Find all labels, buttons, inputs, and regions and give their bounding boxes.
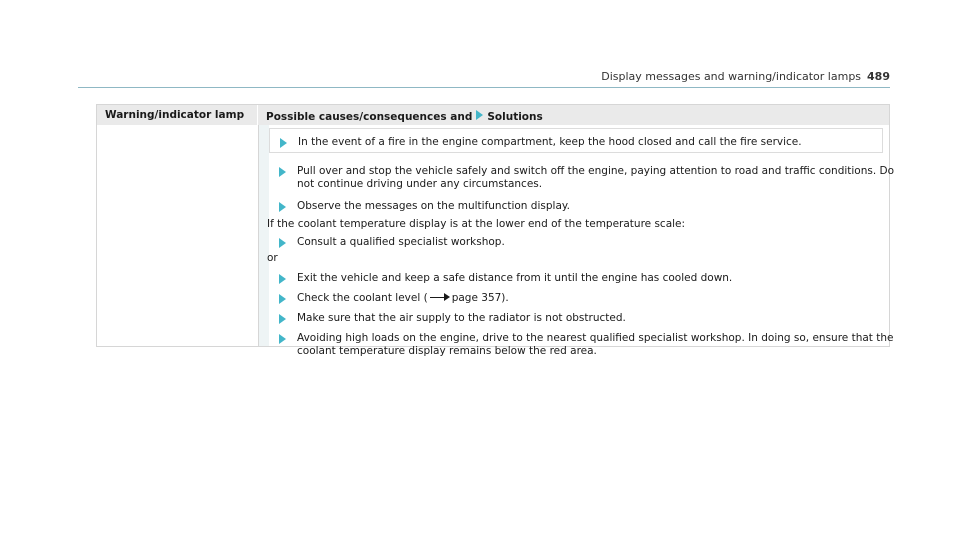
accent-bar (259, 125, 269, 346)
step-arrow-icon (279, 274, 286, 284)
step-text: not continue driving under any circumstances. (297, 178, 543, 190)
page-number: 489 (867, 70, 890, 83)
warning-lamp-table (96, 104, 895, 357)
column-header-solutions-label: Solutions (487, 111, 543, 123)
condition-text: If the coolant temperature display is at the lower end of the temperature scale: (267, 218, 686, 230)
page-header (601, 70, 890, 83)
column-header-causes (258, 105, 889, 125)
step-text: Exit the vehicle and keep a safe distance from it until the engine has cooled down. (297, 272, 733, 284)
column-header-causes-label: Possible causes/consequences and (266, 111, 473, 123)
step-arrow-icon (279, 334, 286, 344)
step-arrow-icon (279, 202, 286, 212)
step-text: Observe the messages on the multifunction display. (297, 200, 570, 212)
page-reference-arrow-icon (430, 293, 450, 302)
warning-box (269, 128, 883, 153)
step-text: Pull over and stop the vehicle safely and switch off the engine, paying attention to road and traffic conditions. Do (297, 165, 895, 177)
solution-arrow-icon (476, 110, 483, 120)
or-text: or (267, 252, 278, 264)
step-arrow-icon (280, 138, 287, 148)
solutions-column (259, 125, 895, 357)
step-text: Make sure that the air supply to the radiator is not obstructed. (297, 312, 626, 324)
step-text-prefix: Check the coolant level ( (297, 292, 428, 304)
step-text (297, 292, 877, 305)
page-reference-link[interactable]: page 357). (451, 292, 509, 304)
boxed-step-text: In the event of a fire in the engine compartment, keep the hood closed and call the fire service. (298, 136, 802, 148)
table-header-row (97, 105, 889, 125)
step-arrow-icon (279, 314, 286, 324)
step-arrow-icon (279, 167, 286, 177)
page-header-title: Display messages and warning/indicator lamps (601, 70, 862, 83)
step-text: Consult a qualified specialist workshop. (297, 236, 505, 248)
step-text: coolant temperature display remains below the red area. (297, 345, 597, 357)
header-divider (78, 87, 890, 88)
step-arrow-icon (279, 238, 286, 248)
step-arrow-icon (279, 294, 286, 304)
lamp-column (97, 125, 259, 346)
step-text: Avoiding high loads on the engine, drive to the nearest qualified specialist workshop. In doing so, ensure that the (297, 332, 894, 344)
column-header-lamp: Warning/indicator lamp (97, 105, 258, 125)
